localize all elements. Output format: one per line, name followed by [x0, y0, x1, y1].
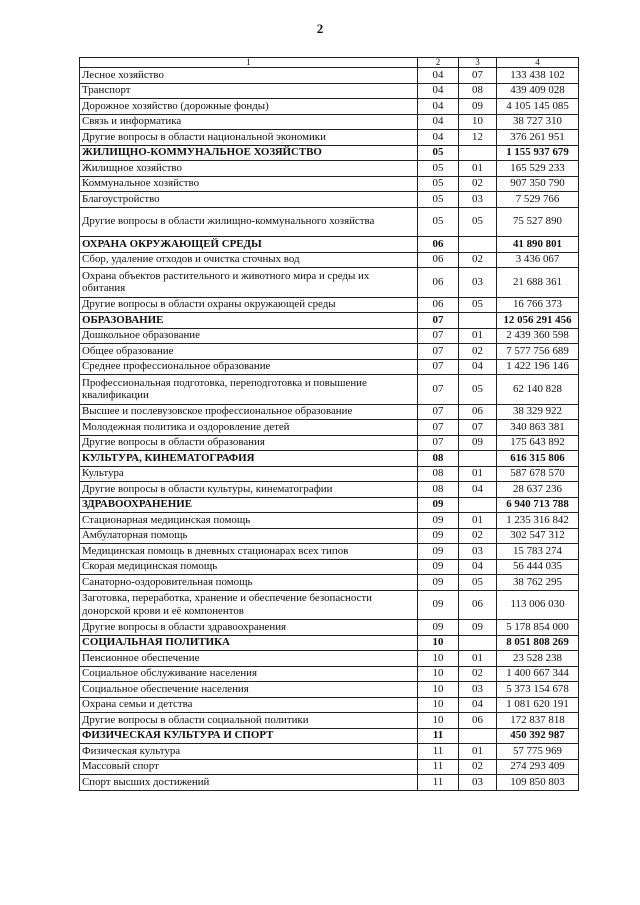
section-total-row [80, 237, 579, 253]
row-amount-cell: 1 235 316 842 [497, 513, 579, 529]
row-name-cell: СОЦИАЛЬНАЯ ПОЛИТИКА [80, 635, 418, 651]
column-number-amount: 4 [497, 58, 579, 68]
row-name-cell: Санаторно-оздоровительная помощь [80, 575, 418, 591]
row-name-cell: Благоустройство [80, 192, 418, 208]
row-name-cell: Спорт высших достижений [80, 775, 418, 791]
row-section-code-cell: 09 [418, 544, 459, 560]
row-subsection-code-cell [459, 237, 497, 253]
row-section-code-cell: 07 [418, 404, 459, 420]
table-row [80, 513, 579, 529]
row-amount-cell: 21 688 361 [497, 268, 579, 298]
row-section-code-cell: 10 [418, 682, 459, 698]
row-section-code-cell: 05 [418, 176, 459, 192]
row-section-code-cell: 04 [418, 68, 459, 84]
row-section-code-cell: 06 [418, 252, 459, 268]
table-row [80, 420, 579, 436]
row-section-code-cell: 08 [418, 451, 459, 467]
table-row [80, 575, 579, 591]
row-amount-cell: 5 373 154 678 [497, 682, 579, 698]
row-amount-cell: 16 766 373 [497, 297, 579, 313]
row-name-cell: ЗДРАВООХРАНЕНИЕ [80, 497, 418, 513]
row-amount-cell: 15 783 274 [497, 544, 579, 560]
row-name-cell: Другие вопросы в области образования [80, 435, 418, 451]
row-subsection-code-cell: 09 [459, 435, 497, 451]
row-name-cell: Другие вопросы в области охраны окружающей среды [80, 297, 418, 313]
row-subsection-code-cell: 05 [459, 575, 497, 591]
row-section-code-cell: 06 [418, 237, 459, 253]
row-amount-cell: 1 422 196 146 [497, 359, 579, 375]
table-row [80, 713, 579, 729]
row-subsection-code-cell: 01 [459, 466, 497, 482]
row-name-cell: Массовый спорт [80, 759, 418, 775]
row-section-code-cell: 07 [418, 344, 459, 360]
row-amount-cell: 7 577 756 689 [497, 344, 579, 360]
row-amount-cell: 38 762 295 [497, 575, 579, 591]
row-name-cell: Стационарная медицинская помощь [80, 513, 418, 529]
row-name-cell: Социальное обеспечение населения [80, 682, 418, 698]
row-subsection-code-cell: 06 [459, 404, 497, 420]
row-amount-cell: 2 439 360 598 [497, 328, 579, 344]
row-amount-cell: 56 444 035 [497, 559, 579, 575]
column-number-name: 1 [80, 58, 418, 68]
row-amount-cell: 1 155 937 679 [497, 145, 579, 161]
row-name-cell: Связь и информатика [80, 114, 418, 130]
row-name-cell: Дошкольное образование [80, 328, 418, 344]
row-subsection-code-cell: 06 [459, 590, 497, 620]
row-name-cell: Коммунальное хозяйство [80, 176, 418, 192]
row-subsection-code-cell: 04 [459, 359, 497, 375]
section-total-row [80, 497, 579, 513]
row-name-cell: ФИЗИЧЕСКАЯ КУЛЬТУРА И СПОРТ [80, 728, 418, 744]
row-amount-cell: 165 529 233 [497, 161, 579, 177]
row-section-code-cell: 05 [418, 145, 459, 161]
row-subsection-code-cell: 03 [459, 682, 497, 698]
row-section-code-cell: 07 [418, 359, 459, 375]
row-name-cell: Охрана объектов растительного и животного мира и среды их обитания [80, 268, 418, 298]
row-section-code-cell: 06 [418, 268, 459, 298]
row-name-cell: Высшее и послевузовское профессиональное образование [80, 404, 418, 420]
row-amount-cell: 587 678 570 [497, 466, 579, 482]
row-name-cell: Скорая медицинская помощь [80, 559, 418, 575]
row-subsection-code-cell: 12 [459, 130, 497, 146]
table-row [80, 759, 579, 775]
row-amount-cell: 340 863 381 [497, 420, 579, 436]
row-section-code-cell: 07 [418, 420, 459, 436]
row-section-code-cell: 05 [418, 192, 459, 208]
row-section-code-cell: 11 [418, 728, 459, 744]
row-section-code-cell: 10 [418, 666, 459, 682]
table-row [80, 192, 579, 208]
row-name-cell: Общее образование [80, 344, 418, 360]
table-row [80, 83, 579, 99]
row-amount-cell: 41 890 801 [497, 237, 579, 253]
row-name-cell: КУЛЬТУРА, КИНЕМАТОГРАФИЯ [80, 451, 418, 467]
row-subsection-code-cell: 07 [459, 68, 497, 84]
budget-table-body [80, 68, 579, 791]
row-amount-cell: 62 140 828 [497, 375, 579, 405]
row-subsection-code-cell: 10 [459, 114, 497, 130]
row-subsection-code-cell: 01 [459, 328, 497, 344]
row-section-code-cell: 10 [418, 651, 459, 667]
row-name-cell: ОБРАЗОВАНИЕ [80, 313, 418, 329]
row-section-code-cell: 08 [418, 466, 459, 482]
table-row [80, 114, 579, 130]
row-amount-cell: 4 105 145 085 [497, 99, 579, 115]
row-name-cell: Пенсионное обеспечение [80, 651, 418, 667]
row-amount-cell: 1 081 620 191 [497, 697, 579, 713]
row-name-cell: Молодежная политика и оздоровление детей [80, 420, 418, 436]
row-section-code-cell: 07 [418, 313, 459, 329]
row-subsection-code-cell: 01 [459, 161, 497, 177]
table-row [80, 404, 579, 420]
table-row [80, 651, 579, 667]
row-section-code-cell: 07 [418, 375, 459, 405]
row-name-cell: Культура [80, 466, 418, 482]
row-subsection-code-cell: 03 [459, 544, 497, 560]
row-name-cell: Другие вопросы в области культуры, кинематографии [80, 482, 418, 498]
row-amount-cell: 3 436 067 [497, 252, 579, 268]
section-total-row [80, 313, 579, 329]
row-subsection-code-cell: 04 [459, 697, 497, 713]
table-row [80, 359, 579, 375]
row-subsection-code-cell: 02 [459, 759, 497, 775]
row-amount-cell: 113 006 030 [497, 590, 579, 620]
table-row [80, 68, 579, 84]
row-subsection-code-cell: 01 [459, 513, 497, 529]
row-section-code-cell: 06 [418, 297, 459, 313]
section-total-row [80, 728, 579, 744]
row-amount-cell: 907 350 790 [497, 176, 579, 192]
row-section-code-cell: 10 [418, 697, 459, 713]
row-section-code-cell: 05 [418, 207, 459, 237]
row-name-cell: Другие вопросы в области национальной экономики [80, 130, 418, 146]
table-row [80, 344, 579, 360]
row-subsection-code-cell [459, 728, 497, 744]
row-name-cell: ОХРАНА ОКРУЖАЮЩЕЙ СРЕДЫ [80, 237, 418, 253]
table-row [80, 176, 579, 192]
row-subsection-code-cell: 02 [459, 252, 497, 268]
table-row [80, 207, 579, 237]
row-amount-cell: 302 547 312 [497, 528, 579, 544]
row-section-code-cell: 04 [418, 83, 459, 99]
column-number-section: 2 [418, 58, 459, 68]
table-row [80, 466, 579, 482]
row-subsection-code-cell: 04 [459, 559, 497, 575]
row-section-code-cell: 05 [418, 161, 459, 177]
table-row [80, 482, 579, 498]
row-name-cell: Транспорт [80, 83, 418, 99]
table-row [80, 161, 579, 177]
row-section-code-cell: 11 [418, 759, 459, 775]
row-amount-cell: 7 529 766 [497, 192, 579, 208]
table-row [80, 435, 579, 451]
row-section-code-cell: 04 [418, 130, 459, 146]
table-row [80, 744, 579, 760]
table-row [80, 620, 579, 636]
row-name-cell: Физическая культура [80, 744, 418, 760]
table-row [80, 328, 579, 344]
page-number: 2 [316, 21, 324, 36]
row-section-code-cell: 09 [418, 590, 459, 620]
row-amount-cell: 616 315 806 [497, 451, 579, 467]
row-amount-cell: 6 940 713 788 [497, 497, 579, 513]
row-name-cell: Жилищное хозяйство [80, 161, 418, 177]
row-subsection-code-cell: 03 [459, 775, 497, 791]
row-subsection-code-cell: 02 [459, 344, 497, 360]
row-name-cell: Другие вопросы в области жилищно-коммунального хозяйства [80, 207, 418, 237]
row-subsection-code-cell: 04 [459, 482, 497, 498]
row-subsection-code-cell: 05 [459, 297, 497, 313]
column-number-row [80, 58, 579, 68]
section-total-row [80, 145, 579, 161]
row-section-code-cell: 07 [418, 435, 459, 451]
row-section-code-cell: 04 [418, 114, 459, 130]
row-amount-cell: 109 850 803 [497, 775, 579, 791]
row-name-cell: Лесное хозяйство [80, 68, 418, 84]
row-subsection-code-cell [459, 451, 497, 467]
row-name-cell: Дорожное хозяйство (дорожные фонды) [80, 99, 418, 115]
row-subsection-code-cell: 05 [459, 375, 497, 405]
row-subsection-code-cell: 02 [459, 528, 497, 544]
row-amount-cell: 133 438 102 [497, 68, 579, 84]
row-section-code-cell: 11 [418, 744, 459, 760]
section-total-row [80, 635, 579, 651]
row-amount-cell: 1 400 667 344 [497, 666, 579, 682]
row-subsection-code-cell: 03 [459, 192, 497, 208]
row-section-code-cell: 10 [418, 635, 459, 651]
row-section-code-cell: 08 [418, 482, 459, 498]
row-name-cell: Амбулаторная помощь [80, 528, 418, 544]
column-number-subsection: 3 [459, 58, 497, 68]
table-row [80, 375, 579, 405]
table-row [80, 130, 579, 146]
row-name-cell: Заготовка, переработка, хранение и обеспечение безопасности донорской крови и её компонентов [80, 590, 418, 620]
row-amount-cell: 439 409 028 [497, 83, 579, 99]
section-total-row [80, 451, 579, 467]
row-amount-cell: 23 528 238 [497, 651, 579, 667]
table-row [80, 528, 579, 544]
table-row [80, 252, 579, 268]
row-section-code-cell: 09 [418, 497, 459, 513]
table-row [80, 775, 579, 791]
row-subsection-code-cell: 08 [459, 83, 497, 99]
row-subsection-code-cell [459, 635, 497, 651]
row-amount-cell: 57 775 969 [497, 744, 579, 760]
row-name-cell: ЖИЛИЩНО-КОММУНАЛЬНОЕ ХОЗЯЙСТВО [80, 145, 418, 161]
row-subsection-code-cell: 07 [459, 420, 497, 436]
row-subsection-code-cell: 01 [459, 744, 497, 760]
row-subsection-code-cell [459, 313, 497, 329]
row-subsection-code-cell: 01 [459, 651, 497, 667]
row-section-code-cell: 09 [418, 620, 459, 636]
row-name-cell: Сбор, удаление отходов и очистка сточных вод [80, 252, 418, 268]
row-name-cell: Среднее профессиональное образование [80, 359, 418, 375]
row-subsection-code-cell [459, 145, 497, 161]
row-amount-cell: 175 643 892 [497, 435, 579, 451]
row-amount-cell: 12 056 291 456 [497, 313, 579, 329]
row-name-cell: Медицинская помощь в дневных стационарах всех типов [80, 544, 418, 560]
budget-table [79, 57, 579, 791]
row-amount-cell: 28 637 236 [497, 482, 579, 498]
row-name-cell: Другие вопросы в области здравоохранения [80, 620, 418, 636]
row-section-code-cell: 11 [418, 775, 459, 791]
table-row [80, 666, 579, 682]
row-name-cell: Охрана семьи и детства [80, 697, 418, 713]
row-subsection-code-cell: 02 [459, 176, 497, 192]
table-row [80, 697, 579, 713]
row-amount-cell: 38 727 310 [497, 114, 579, 130]
row-section-code-cell: 09 [418, 575, 459, 591]
row-name-cell: Другие вопросы в области социальной политики [80, 713, 418, 729]
row-section-code-cell: 04 [418, 99, 459, 115]
row-amount-cell: 38 329 922 [497, 404, 579, 420]
row-amount-cell: 274 293 409 [497, 759, 579, 775]
row-subsection-code-cell: 09 [459, 620, 497, 636]
row-section-code-cell: 09 [418, 559, 459, 575]
row-amount-cell: 376 261 951 [497, 130, 579, 146]
table-row [80, 544, 579, 560]
row-amount-cell: 75 527 890 [497, 207, 579, 237]
row-subsection-code-cell: 05 [459, 207, 497, 237]
row-name-cell: Профессиональная подготовка, переподготовка и повышение квалификации [80, 375, 418, 405]
table-row [80, 99, 579, 115]
table-row [80, 297, 579, 313]
table-row [80, 268, 579, 298]
row-subsection-code-cell [459, 497, 497, 513]
row-subsection-code-cell: 02 [459, 666, 497, 682]
row-name-cell: Социальное обслуживание населения [80, 666, 418, 682]
row-section-code-cell: 09 [418, 513, 459, 529]
row-amount-cell: 5 178 854 000 [497, 620, 579, 636]
row-section-code-cell: 09 [418, 528, 459, 544]
row-amount-cell: 450 392 987 [497, 728, 579, 744]
row-subsection-code-cell: 06 [459, 713, 497, 729]
row-subsection-code-cell: 03 [459, 268, 497, 298]
table-row [80, 559, 579, 575]
row-subsection-code-cell: 09 [459, 99, 497, 115]
row-amount-cell: 8 051 808 269 [497, 635, 579, 651]
table-row [80, 590, 579, 620]
row-amount-cell: 172 837 818 [497, 713, 579, 729]
row-section-code-cell: 10 [418, 713, 459, 729]
table-row [80, 682, 579, 698]
row-section-code-cell: 07 [418, 328, 459, 344]
